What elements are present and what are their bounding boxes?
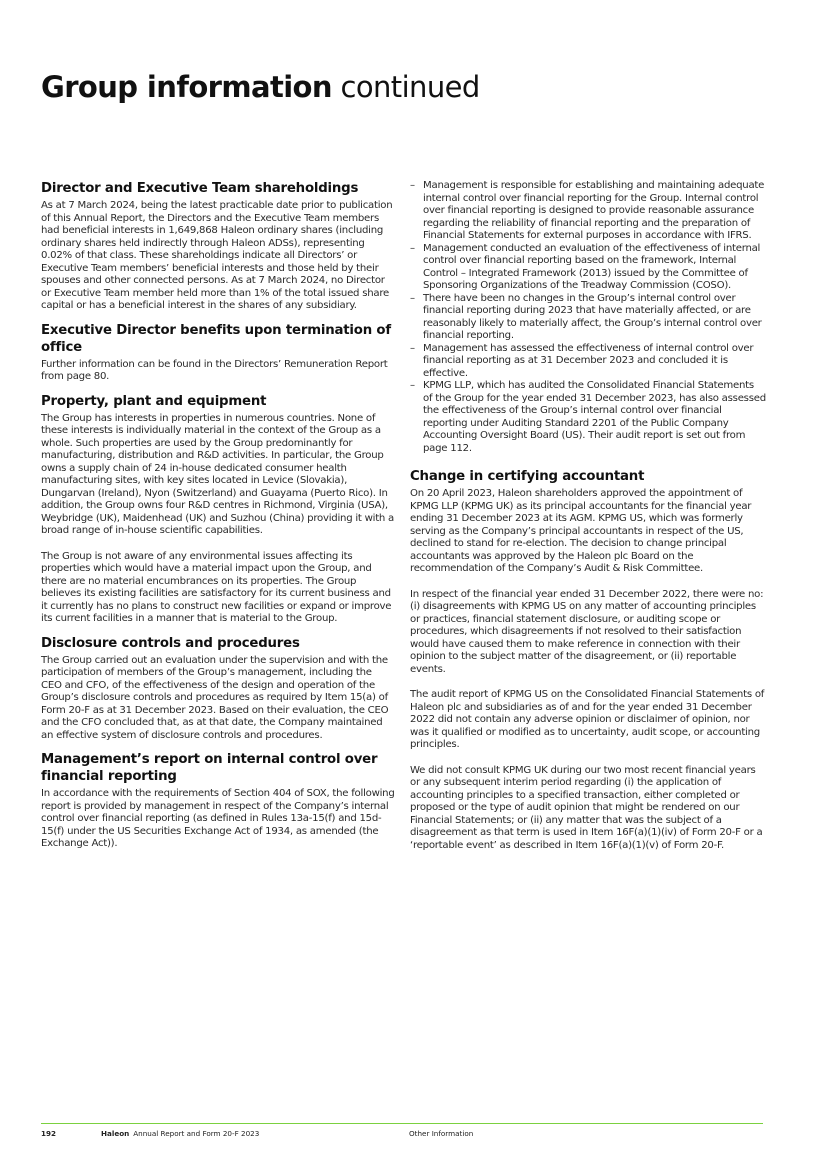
heading-management-report: Management’s report on internal control over financial reporting [41,752,378,784]
paragraph-accountant-1: On 20 April 2023, Haleon shareholders approved the appointment of KPMG LLP (KPMG UK) as its principal accountants for the financial year ending 31 December 2023 at its AGM. KPMG US, which was formerly serving as the Company’s principal accountants in respect of the US, declined to stand for re-election. The decision to change principal accountants was approved by the Haleon plc Board on the recommendation of the Company’s Audit & Risk Committee. [410,488,752,574]
dash-bullet: – [410,342,415,354]
footer-brand [101,1129,259,1138]
list-item-text: There have been no changes in the Group’s internal control over financial reporting during 2023 that have materially affected, or are reasonably likely to materially affect, the Group’s internal control over financial reporting. [423,292,762,341]
brand-name: Haleon [101,1129,130,1138]
heading-disclosure: Disclosure controls and procedures [41,635,300,651]
heading-certifying-accountant: Change in certifying accountant [410,469,645,484]
left-column [41,180,395,851]
list-item-text: Management has assessed the effectiveness of internal control over financial reporting as at 31 December 2023 and concluded it is effective. [423,342,754,379]
list-item [410,343,766,381]
list-item-text: KPMG LLP, which has audited the Consolidated Financial Statements of the Group for the year ended 31 December 2023, has also assessed the effectiveness of the Group’s internal control over financial reporting under Auditing Standard 2201 of the Public Company Accounting Oversight Board (US). Their audit report is set out from page 112. [423,380,766,454]
section-certifying-accountant [410,468,766,852]
internal-control-bullets [410,180,766,455]
paragraph-accountant-3: The audit report of KPMG US on the Consolidated Financial Statements of Haleon plc and subsidiaries as of and for the year ended 31 December 2022 did not contain any adverse opinion or disclaimer of opinion, nor was it qualified or modified as to uncertainty, audit scope, or accounting principles. [410,689,765,750]
heading-shareholdings: Director and Executive Team shareholdings [41,181,359,196]
list-item [410,180,766,243]
paragraph-accountant-2: In respect of the financial year ended 31 December 2022, there were no: (i) disagreements with KPMG US on any matter of accounting principles or practices, financial statement disclosure, or auditing scope or procedures, which disagreements if not resolved to their satisfaction would have caused them to make reference in connection with their opinion to the subject matter of the disagreement, or (ii) reportable events. [410,588,764,675]
paragraph-termination: Further information can be found in the Directors’ Remuneration Report from page 80. [41,358,388,382]
dash-bullet: – [410,380,415,391]
page-title [41,68,781,106]
report-name: Annual Report and Form 20-F 2023 [133,1129,260,1138]
dash-bullet: – [410,180,415,191]
list-item-text: Management conducted an evaluation of the effectiveness of internal control over financial reporting based on the framework, Internal Control – Integrated Framework (2013) issued by the Committee of Sponsoring Organizations of the Treadway Commission (COSO). [423,242,761,291]
footer-section-name: Other Information [409,1129,474,1138]
heading-property: Property, plant and equipment [41,393,267,409]
list-item-text: Management is responsible for establishing and maintaining adequate internal control over financial reporting for the Group. Internal control over financial reporting is designed to provide reasonable assurance regarding the reliability of financial reporting and the preparation of Financial Statements for external purposes in accordance with IFRS. [423,180,765,241]
section-property [41,393,395,626]
list-item [410,293,766,343]
list-item [410,380,766,455]
dash-bullet: – [410,292,415,304]
page-number: 192 [41,1129,57,1138]
paragraph-disclosure: The Group carried out an evaluation under the supervision and with the participation of members of the Group’s management, including the CEO and CFO, of the effectiveness of the design and operation of the Group’s disclosure controls and procedures as required by Item 15(a) of Form 20-F as at 31 December 2023. Based on their evaluation, the CEO and the CFO concluded that, as at that date, the Company maintained an effective system of disclosure controls and procedures. [41,654,389,741]
section-management-report [41,751,395,851]
paragraph-property-2: The Group is not aware of any environmental issues affecting its properties which would have a material impact upon the Group, and there are no material encumbrances on its properties. The Group believes its existing facilities are satisfactory for its current business and it currently has no plans to construct new facilities or expand or improve its current facilities in a manner that is material to the Group. [41,550,392,624]
page-title-continued: continued [331,70,480,104]
heading-termination: Executive Director benefits upon termination of office [41,322,391,355]
dash-bullet: – [410,242,415,254]
section-disclosure [41,635,395,743]
paragraph-shareholdings: As at 7 March 2024, being the latest practicable date prior to publication of this Annual Report, the Directors and the Executive Team members had beneficial interests in 1,649,868 Haleon ordinary shares (including ordinary shares held indirectly through Haleon ADSs), representing 0.02% of that class. These shareholdings indicate all Directors’ or Executive Team members’ beneficial interests and those held by their spouses and other connected persons. As at 7 March 2024, no Director or Executive Team member held more than 1% of the total issued share capital or has a beneficial interest in the shares of any subsidiary. [41,200,393,311]
paragraph-accountant-4: We did not consult KPMG UK during our two most recent financial years or any subsequent interim period regarding (i) the application of accounting principles to a specified transaction, either completed or proposed or the type of audit opinion that might be rendered on our Financial Statements; or (ii) any matter that was the subject of a disagreement as that term is used in Item 16F(a)(1)(iv) of Form 20-F or a ‘reportable event’ as described in Item 16F(a)(1)(v) of Form 20-F. [410,764,763,851]
paragraph-management-report: In accordance with the requirements of Section 404 of SOX, the following report is provided by management in respect of the Company’s internal control over financial reporting (as defined in Rules 13a-15(f) and 15d-15(f) under the US Securities Exchange Act of 1934, as amended (the Exchange Act)). [41,788,395,849]
section-termination [41,322,395,384]
list-item [410,243,766,293]
footer-rule [41,1123,763,1124]
section-shareholdings [41,180,395,313]
page-title-main: Group information [41,70,332,104]
right-column [410,180,766,852]
paragraph-property-1: The Group has interests in properties in numerous countries. None of these interests is individually material in the context of the Group as a whole. Such properties are used by the Group predominantly for manufacturing, distribution and R&D activities. In particular, the Group owns a supply chain of 24 in-house dedicated consumer health manufacturing sites, with key sites located in Levice (Slovakia), Dungarvan (Ireland), Nyon (Switzerland) and Guayama (Puerto Rico). In addition, the Group owns four R&D centres in Richmond, Virginia (USA), Weybridge (UK), Maidenhead (UK) and Suzhou (China) providing it with a broad range of in-house scientific capabilities. [41,412,395,536]
